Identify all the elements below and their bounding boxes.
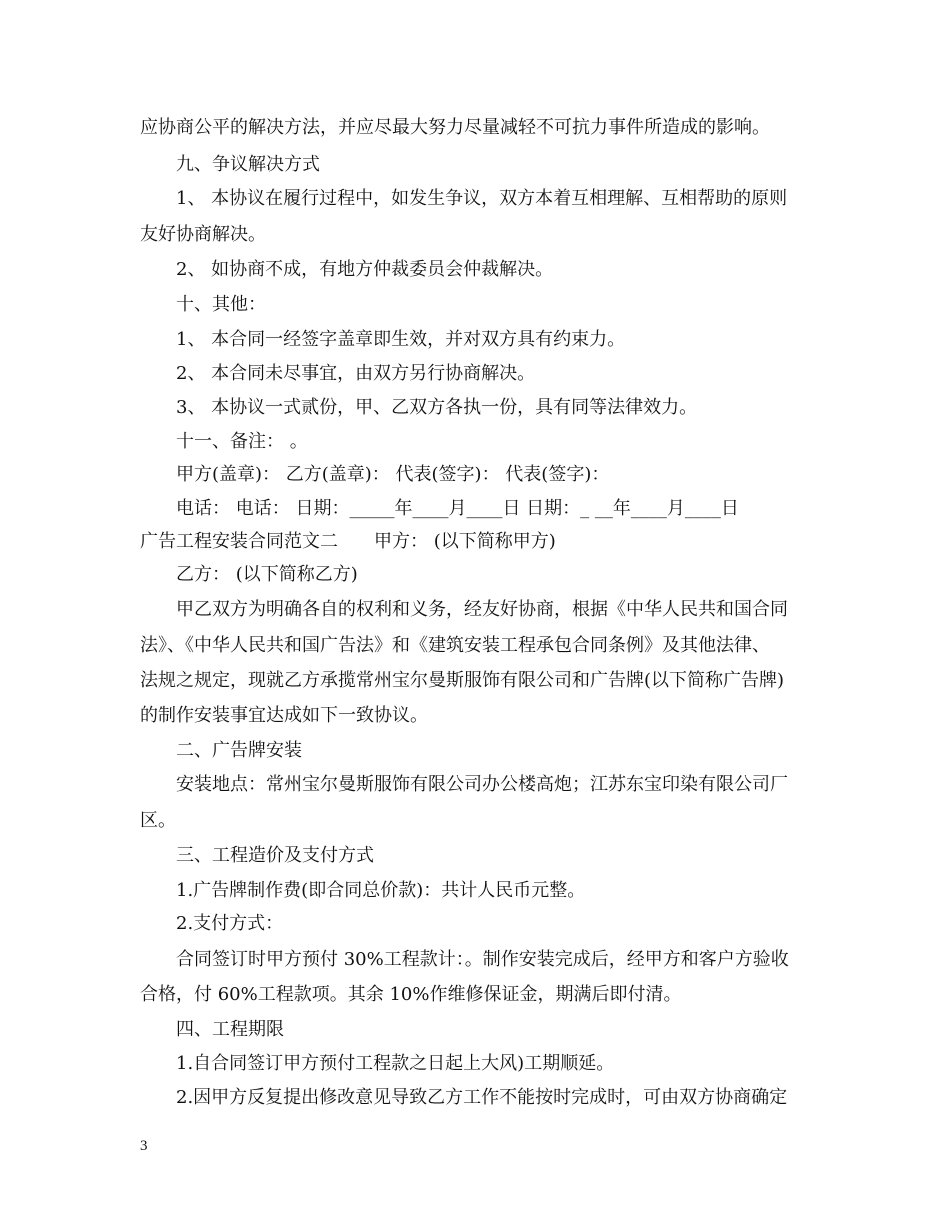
text-line: 安装地点：常州宝尔曼斯服饰有限公司办公楼高炮；江苏东宝印染有限公司厂 [176,774,788,795]
text-line: 1、 本协议在履行过程中，如发生争议，双方本着互相理解、互相帮助的原则 [176,188,788,209]
text-line: 的制作安装事宜达成如下一致协议。 [140,705,428,726]
section-heading-4: 四、工程期限 [176,1019,284,1040]
text-line: 1、 本合同一经签字盖章即生效，并对双方具有约束力。 [176,329,626,350]
text-line: 应协商公平的解决方法，并应尽最大努力尽量减轻不可抗力事件所造成的影响。 [140,117,770,138]
section-heading-9: 九、争议解决方式 [176,154,320,175]
text-line: 合格，付 60%工程款项。其余 10%作维修保证金，期满后即付清。 [140,984,682,1005]
text-line: 法规之规定，现就乙方承揽常州宝尔曼斯服饰有限公司和广告牌(以下简称广告牌) [140,670,785,691]
text-line: 2、 本合同未尽事宜，由双方另行协商解决。 [176,363,536,384]
text-line: 甲乙双方为明确各自的权利和义务，经友好协商，根据《中华人民共和国合同 [176,599,788,620]
text-line: 合同签订时甲方预付 30%工程款计：。制作安装完成后，经甲方和客户方验收 [176,949,789,970]
text-line: 友好协商解决。 [140,224,266,245]
text-line: 2、 如协商不成，有地方仲裁委员会仲裁解决。 [176,259,554,280]
signature-line: 甲方(盖章)： 乙方(盖章)： 代表(签字)： 代表(签字)： [176,464,610,485]
text-line: 法》、《中华人民共和国广告法》和《建筑安装工程承包合同条例》及其他法律、 [140,635,770,656]
section-heading-11: 十一、备注： 。 [176,431,308,452]
text-line: 2.支付方式： [176,913,284,934]
text-line: 乙方： (以下简称乙方) [176,564,358,585]
section-heading-10: 十、其他： [176,294,266,315]
text-line: 1.自合同签订甲方预付工程款之日起上大风)工期顺延。 [176,1053,615,1074]
text-line: 2.因甲方反复提出修改意见导致乙方工作不能按时完成时，可由双方协商确定 [176,1087,788,1108]
text-line: 区。 [140,810,176,831]
section-heading-3: 三、工程造价及支付方式 [176,845,374,866]
date-line: 电话： 电话： 日期：_____年____月____日 日期：_ __年____月____日 [176,498,739,519]
text-line: 1.广告牌制作费(即合同总价款)：共计人民币元整。 [176,880,586,901]
text-line: 3、 本协议一式贰份，甲、乙双方各执一份，具有同等法律效力。 [176,397,698,418]
contract-title-line: 广告工程安装合同范文二 甲方： (以下简称甲方) [140,531,556,552]
section-heading-2: 二、广告牌安装 [176,740,302,761]
page-number: 3 [140,1138,148,1154]
